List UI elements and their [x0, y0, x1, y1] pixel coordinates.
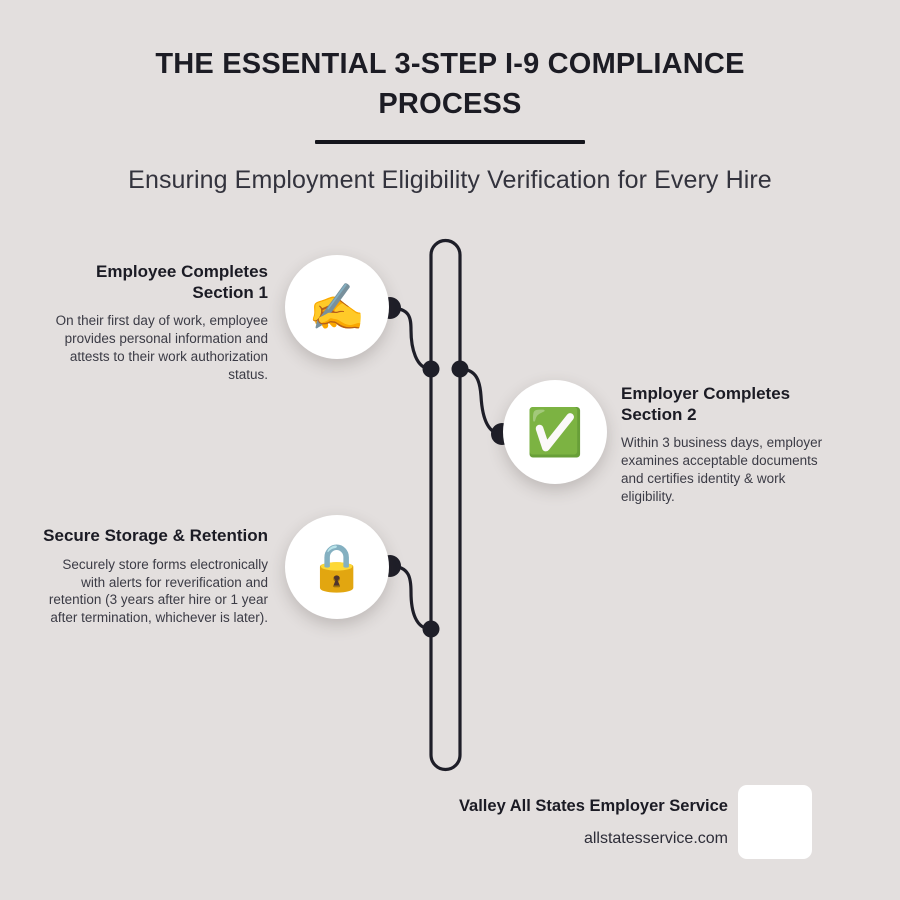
title-divider: [315, 140, 585, 144]
footer-company-name: Valley All States Employer Service: [458, 797, 728, 815]
step-3-icon-bubble: [285, 515, 389, 619]
step-2-title: Employer Completes Section 2: [621, 384, 791, 424]
connector-branch-step1: [390, 308, 431, 369]
footer: [0, 785, 900, 875]
step-1-title: Employee Completes Section 1: [96, 262, 268, 302]
step-2-text-block: [621, 384, 829, 506]
step-1-text-block: [38, 262, 268, 384]
step-1-description: On their first day of work, employee provides personal information and attests to their work authorization status.: [55, 313, 268, 382]
footer-logo-placeholder: [738, 785, 812, 859]
header: [0, 44, 900, 195]
connector-node-step1-rail: [423, 361, 440, 378]
step-3-text-block: [38, 526, 268, 627]
padlock-icon: 🔒: [308, 541, 366, 593]
connector-branch-step3: [390, 566, 431, 629]
step-3-description: Securely store forms electronically with alerts for reverification and retention (3 years after hire or 1 year after termination, whichever is later).: [48, 556, 268, 626]
connector-branch-step2: [460, 369, 502, 434]
connector-main-loop: [431, 241, 460, 770]
step-2-icon-bubble: [503, 380, 607, 484]
connector-node-step3-rail: [423, 621, 440, 638]
green-check-mark-icon: ✅: [526, 406, 584, 458]
step-3-title: Secure Storage & Retention: [43, 526, 268, 545]
footer-website: allstatesservice.com: [583, 830, 728, 847]
page-title: THE ESSENTIAL 3-STEP I-9 COMPLIANCE PROCESS: [155, 48, 745, 121]
connector-node-step2-rail: [452, 361, 469, 378]
step-2-description: Within 3 business days, employer examines acceptable documents and certifies identity & work eligibility.: [621, 435, 823, 504]
writing-hand-icon: ✍️: [308, 281, 366, 333]
step-1-icon-bubble: [285, 255, 389, 359]
page-subtitle: Ensuring Employment Eligibility Verification for Every Hire: [128, 166, 772, 195]
